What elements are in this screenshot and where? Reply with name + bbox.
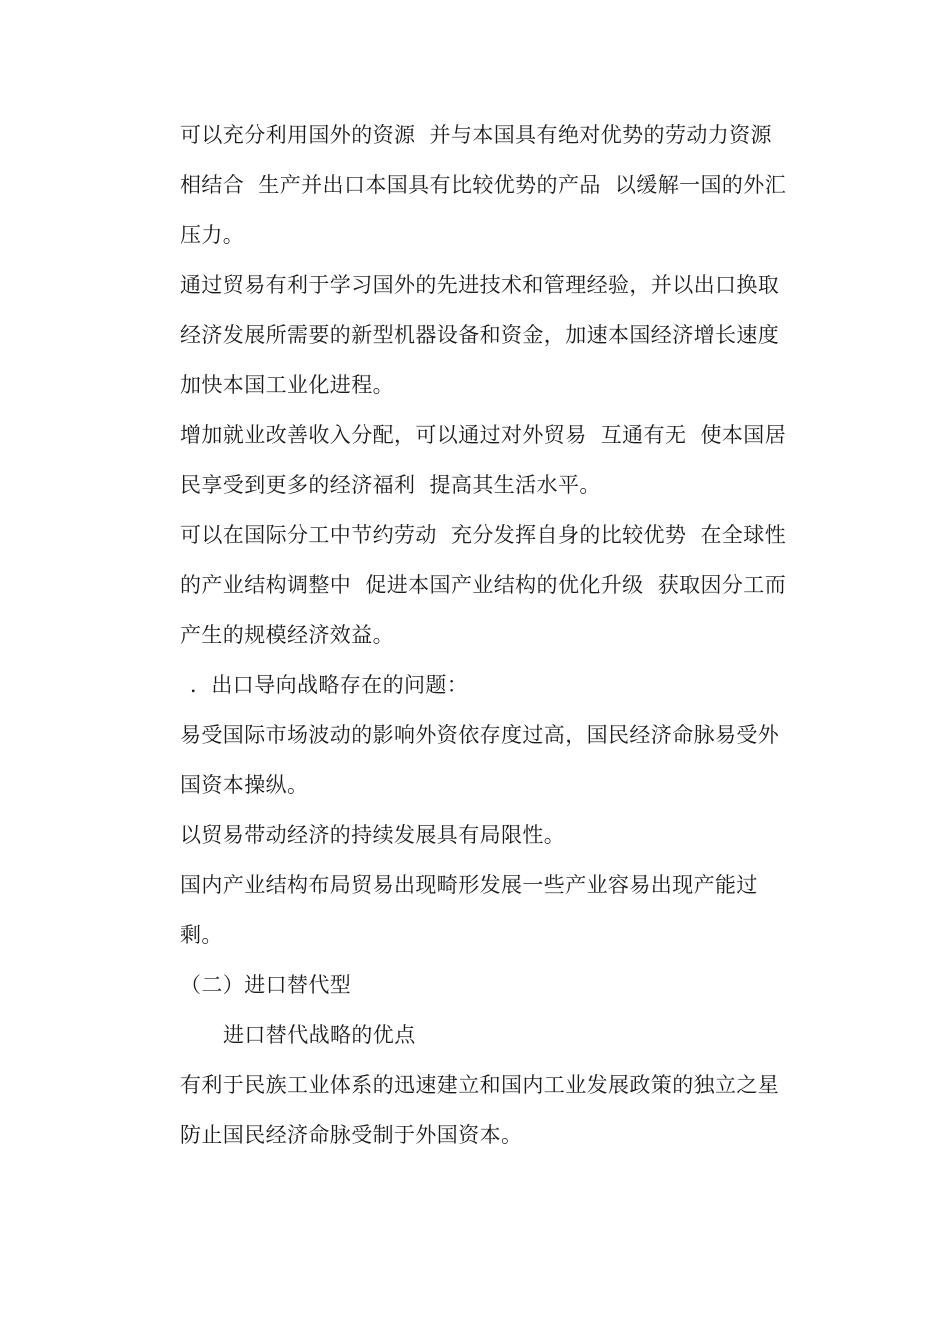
text-line: 防止国民经济命脉受制于外国资本。 [180, 1123, 523, 1147]
text-line: 有利于民族工业体系的迅速建立和国内工业发展政策的独立之星 [180, 1073, 780, 1097]
text-line: 增加就业改善收入分配，可以通过对外贸易 互通有无 使本国居 [180, 423, 787, 447]
text-line: 剩。 [180, 923, 223, 947]
subsection-heading: 进口替代战略的优点 [223, 1023, 416, 1047]
section-heading: （二）进口替代型 [180, 973, 352, 997]
text-line: 易受国际市场波动的影响外资依存度过高，国民经济命脉易受外 [180, 723, 780, 747]
text-line: 的产业结构调整中 促进本国产业结构的优化升级 获取因分工而 [180, 573, 787, 597]
text-line: 压力。 [180, 223, 245, 247]
text-line: 民享受到更多的经济福利 提高其生活水平。 [180, 473, 601, 497]
text-line: 通过贸易有利于学习国外的先进技术和管理经验，并以出口换取 [180, 273, 780, 297]
text-line: 国资本操纵。 [180, 773, 309, 797]
text-line: 国内产业结构布局贸易出现畸形发展一些产业容易出现产能过 [180, 873, 758, 897]
text-line: 产生的规模经济效益。 [180, 623, 394, 647]
text-line: 以贸易带动经济的持续发展具有局限性。 [180, 823, 566, 847]
text-line: 可以充分利用国外的资源 并与本国具有绝对优势的劳动力资源 [180, 123, 772, 147]
section-heading: ．出口导向战略存在的问题： [190, 673, 469, 697]
text-line: 经济发展所需要的新型机器设备和资金，加速本国经济增长速度 [180, 323, 780, 347]
text-line: 可以在国际分工中节约劳动 充分发挥自身的比较优势 在全球性 [180, 523, 787, 547]
text-line: 加快本国工业化进程。 [180, 373, 394, 397]
text-line: 相结合 生产并出口本国具有比较优势的产品 以缓解一国的外汇 [180, 173, 787, 197]
